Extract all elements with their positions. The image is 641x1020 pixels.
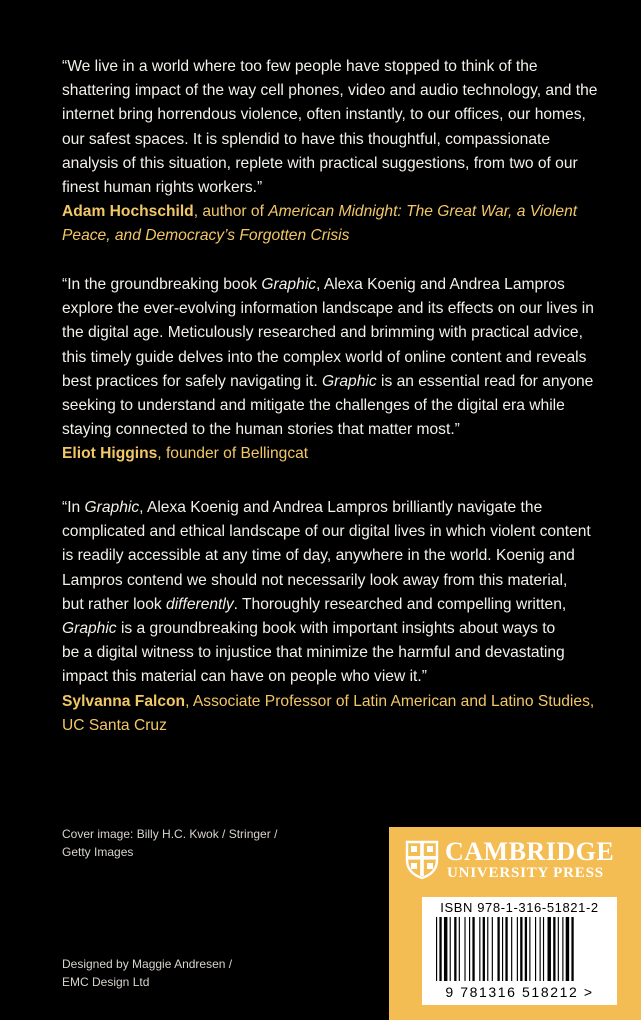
- quote-line: “We live in a world where too few people have stopped to think of the: [62, 58, 538, 75]
- quote-line: impact this material can have on people who view it.”: [62, 668, 427, 686]
- book-title-inline: Graphic: [62, 620, 117, 638]
- quote-text: but rather look: [62, 595, 167, 613]
- quote-text: “In: [62, 499, 85, 516]
- quote-line: analysis of this situation, replete with practical suggestions, from two of our: [62, 154, 578, 172]
- quote-line: be a digital witness to injustice that minimize the harmful and devastating: [62, 644, 565, 662]
- quote-line: shattering impact of the way cell phones, video and audio technology, and the: [62, 82, 598, 100]
- quote-line: this timely guide delves into the complex world of online content and reveals: [62, 348, 587, 366]
- endorser-role: , founder of Bellingcat: [157, 445, 309, 463]
- university-crest-icon: [405, 840, 439, 880]
- attribution-line: [62, 714, 607, 738]
- design-credit: [62, 955, 232, 991]
- publisher-panel: [389, 827, 641, 1020]
- quote-line: our safest spaces. It is splendid to have this thoughtful, compassionate: [62, 130, 551, 148]
- quote-line: explore the ever-evolving information landscape and its effects on our lives in: [62, 300, 594, 318]
- endorser-role: UC Santa Cruz: [62, 716, 167, 734]
- endorser-role: , author of: [193, 203, 269, 221]
- attribution-higgins: [62, 442, 607, 466]
- quote-text: . Thoroughly researched and compelling written,: [233, 595, 567, 613]
- emphasis-text: differently: [166, 595, 234, 613]
- quote-text: is a groundbreaking book with important insights about ways to: [116, 620, 556, 638]
- quote-text: best practices for safely navigating it.: [62, 372, 323, 390]
- book-title-inline: Graphic: [322, 372, 377, 390]
- quote-higgins: [62, 273, 607, 467]
- quote-text: , Alexa Koenig and Andrea Lampros brilliantly navigate the: [139, 499, 543, 516]
- isbn-number: ISBN 978-1-316-51821-2: [440, 900, 599, 915]
- publisher-subname: UNIVERSITY PRESS: [447, 865, 604, 881]
- quote-line: [62, 593, 607, 617]
- quote-line: seeking to understand and mitigate the challenges of the digital era while: [62, 397, 565, 415]
- attribution-line: [62, 224, 607, 248]
- cover-credit: [62, 825, 277, 861]
- quote-hochschild: [62, 55, 607, 249]
- quote-line: [62, 496, 607, 520]
- attribution-falcon: [62, 690, 607, 714]
- endorser-role: , Associate Professor of Latin American and Latino Studies,: [185, 692, 595, 710]
- quote-text: “In the groundbreaking book: [62, 276, 262, 293]
- barcode-label: [422, 897, 617, 1005]
- quote-line: [62, 370, 607, 394]
- endorser-name: Adam Hochschild: [62, 203, 194, 221]
- attribution-hochschild: [62, 200, 607, 224]
- quote-line: [62, 617, 607, 641]
- quote-line: [62, 273, 607, 297]
- endorser-name: Eliot Higgins: [62, 445, 158, 463]
- book-title: Peace, and Democracy’s Forgotten Crisis: [62, 227, 350, 245]
- quote-line: complicated and ethical landscape of our digital lives in which violent content: [62, 523, 591, 541]
- quote-line: finest human rights workers.”: [62, 179, 263, 197]
- quote-line: internet bring horrendous violence, often instantly, to our offices, our homes,: [62, 106, 586, 124]
- quote-line: the digital age. Meticulously researched and brimming with practical advice,: [62, 324, 583, 342]
- book-title: American Midnight: The Great War, a Violent: [268, 203, 578, 221]
- endorser-name: Sylvanna Falcon: [62, 692, 186, 710]
- barcode-digits: 9 781316 518212 >: [445, 984, 594, 1000]
- quote-text: is an essential read for anyone: [376, 372, 594, 390]
- credit-line: Cover image: Billy H.C. Kwok / Stringer /: [62, 827, 278, 841]
- quote-line: is readily accessible at any time of day, anywhere in the world. Koenig and: [62, 547, 575, 565]
- credit-line: Designed by Maggie Andresen /: [62, 957, 233, 971]
- quote-line: Lampros contend we should not necessarily look away from this material,: [62, 571, 568, 589]
- quote-line: staying connected to the human stories that matter most.”: [62, 421, 460, 439]
- quote-text: , Alexa Koenig and Andrea Lampros: [316, 276, 565, 293]
- credit-line: EMC Design Ltd: [62, 975, 150, 989]
- quote-falcon: [62, 496, 607, 738]
- publisher-name: CAMBRIDGE: [445, 837, 615, 866]
- book-title-inline: Graphic: [261, 276, 317, 293]
- book-title-inline: Graphic: [84, 499, 140, 516]
- credit-line: Getty Images: [62, 845, 134, 859]
